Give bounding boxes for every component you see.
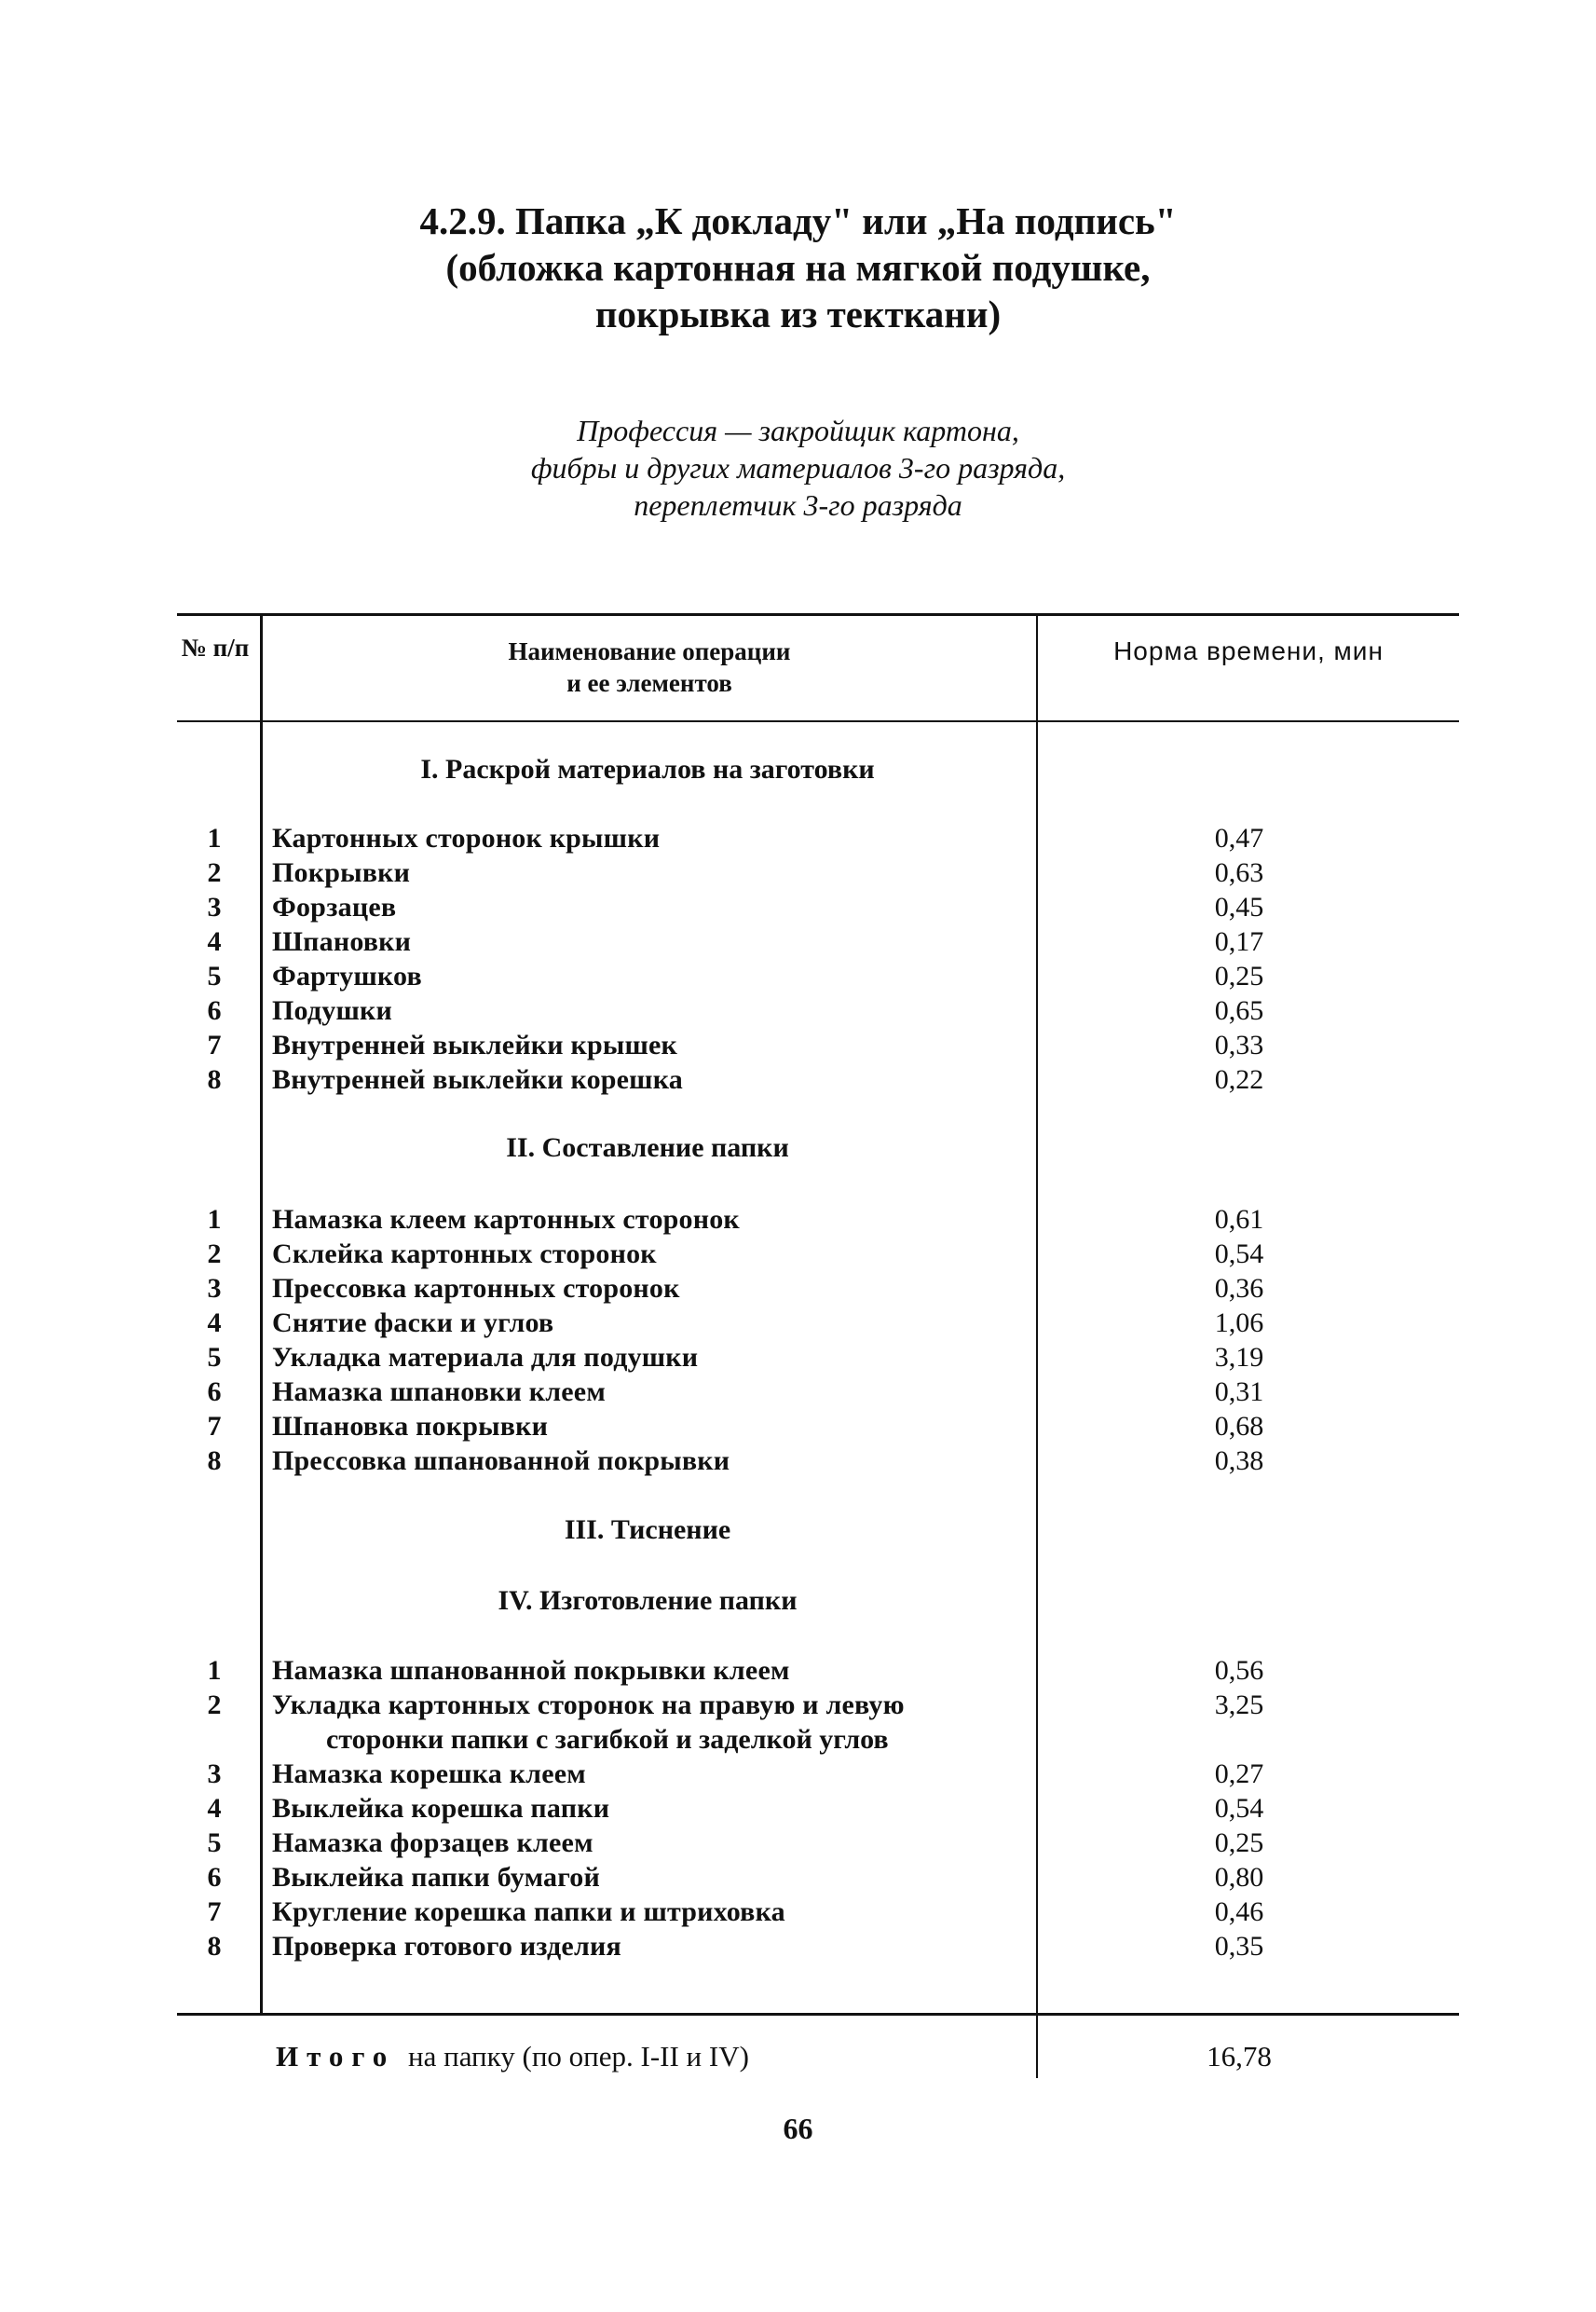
page-number: 66 <box>783 2112 813 2145</box>
table-row <box>0 1409 1596 1443</box>
row-operation: Шпановка покрывки <box>272 1411 549 1442</box>
table-row <box>0 1028 1596 1062</box>
row-time: 0,80 <box>1214 1862 1264 1893</box>
table-row <box>0 993 1596 1028</box>
table-header-rule <box>177 720 1459 722</box>
row-time: 0,25 <box>1214 1827 1264 1858</box>
row-operation: Укладка картонных сторонок на правую и левую <box>272 1690 905 1720</box>
table-top-rule <box>177 613 1459 616</box>
profession-line-2: фибры и других материалов 3-го разряда, <box>530 451 1066 485</box>
header-operation-line-1: Наименование операции <box>508 637 791 665</box>
header-num: № п/п <box>181 634 250 662</box>
title-line-3: покрывка из текткани) <box>594 293 1002 335</box>
table-row <box>0 1306 1596 1340</box>
table-row <box>0 1653 1596 1688</box>
row-time: 0,36 <box>1214 1273 1264 1304</box>
row-time: 3,25 <box>1214 1690 1264 1720</box>
row-operation: Картонных сторонок крышки <box>272 823 661 854</box>
row-number: 4 <box>207 926 222 957</box>
profession-line-3: переплетчик 3-го разряда <box>634 488 962 522</box>
row-time: 0,35 <box>1214 1931 1264 1962</box>
row-number: 2 <box>207 1690 222 1720</box>
table-row <box>0 1826 1596 1860</box>
row-number: 7 <box>207 1030 222 1060</box>
row-operation: Подушки <box>272 995 392 1026</box>
row-time: 0,22 <box>1214 1064 1264 1095</box>
table-row <box>0 1895 1596 1929</box>
row-number: 7 <box>207 1896 222 1927</box>
row-number: 1 <box>207 823 222 854</box>
title-line-1: 4.2.9. Папка „К докладу" или „На подпись" <box>419 199 1177 242</box>
row-time: 0,45 <box>1214 892 1264 923</box>
row-operation: Внутренней выклейки корешка <box>272 1064 683 1095</box>
section-title: I. Раскрой материалов на заготовки <box>420 754 875 785</box>
row-time: 0,47 <box>1214 823 1264 854</box>
profession-block <box>0 412 1596 524</box>
row-operation-continuation: сторонки папки с загибкой и заделкой углов <box>326 1724 889 1755</box>
row-number: 4 <box>207 1793 222 1824</box>
table-row <box>0 1929 1596 1963</box>
table-row <box>0 821 1596 855</box>
row-operation: Форзацев <box>272 892 397 923</box>
total-value: 16,78 <box>1207 2040 1272 2073</box>
table-row <box>0 1237 1596 1271</box>
row-operation: Снятие фаски и углов <box>272 1307 554 1338</box>
table-row <box>0 959 1596 993</box>
row-operation: Шпановки <box>272 926 412 957</box>
profession-line-1: Профессия — закройщик картона, <box>577 414 1019 447</box>
table-row <box>0 1688 1596 1722</box>
row-number: 5 <box>207 1342 222 1373</box>
table-bottom-rule <box>177 2013 1459 2016</box>
table-row <box>0 924 1596 959</box>
row-number: 5 <box>207 961 222 992</box>
row-operation: Фартушков <box>272 961 422 992</box>
row-operation: Покрывки <box>272 857 411 888</box>
header-time: Норма времени, мин <box>1113 636 1384 665</box>
row-number: 8 <box>207 1064 222 1095</box>
row-time: 3,19 <box>1214 1342 1264 1373</box>
row-number: 2 <box>207 1238 222 1269</box>
row-time: 0,68 <box>1214 1411 1264 1442</box>
total-label <box>276 2037 1021 2076</box>
row-operation: Укладка материала для подушки <box>272 1342 699 1373</box>
document-title <box>0 198 1596 337</box>
row-operation: Прессовка картонных сторонок <box>272 1273 680 1304</box>
table-row <box>0 1375 1596 1409</box>
row-number: 1 <box>207 1204 222 1235</box>
row-time: 0,56 <box>1214 1655 1264 1686</box>
row-number: 1 <box>207 1655 222 1686</box>
table-row <box>0 890 1596 924</box>
row-number: 6 <box>207 1862 222 1893</box>
row-operation: Кругление корешка папки и штриховка <box>272 1896 785 1927</box>
row-time: 0,46 <box>1214 1896 1264 1927</box>
row-operation: Выклейка корешка папки <box>272 1793 610 1824</box>
section-title: III. Тиснение <box>564 1514 731 1545</box>
row-operation: Намазка клеем картонных сторонок <box>272 1204 740 1235</box>
row-time: 0,61 <box>1214 1204 1264 1235</box>
table-row <box>0 1791 1596 1826</box>
row-number: 7 <box>207 1411 222 1442</box>
row-operation: Прессовка шпанованной покрывки <box>272 1445 730 1476</box>
header-operation-line-2: и ее элементов <box>566 669 732 697</box>
title-line-2: (обложка картонная на мягкой подушке, <box>445 246 1151 289</box>
row-number: 8 <box>207 1445 222 1476</box>
row-operation: Намазка форзацев клеем <box>272 1827 593 1858</box>
row-operation: Внутренней выклейки крышек <box>272 1030 677 1060</box>
row-number: 8 <box>207 1931 222 1962</box>
row-number: 2 <box>207 857 222 888</box>
row-time: 0,27 <box>1214 1758 1264 1789</box>
table-row <box>0 1202 1596 1237</box>
row-time: 0,54 <box>1214 1793 1264 1824</box>
row-number: 5 <box>207 1827 222 1858</box>
table-row <box>0 1340 1596 1375</box>
table-row <box>0 1271 1596 1306</box>
row-number: 6 <box>207 1376 222 1407</box>
row-number: 3 <box>207 1273 222 1304</box>
row-operation: Намазка шпановки клеем <box>272 1376 606 1407</box>
table-row <box>0 1860 1596 1895</box>
row-time: 0,17 <box>1214 926 1264 957</box>
table-row <box>0 855 1596 890</box>
row-operation: Проверка готового изделия <box>272 1931 621 1962</box>
row-number: 3 <box>207 892 222 923</box>
row-operation: Склейка картонных сторонок <box>272 1238 657 1269</box>
row-time: 0,54 <box>1214 1238 1264 1269</box>
table-row <box>0 1062 1596 1097</box>
row-operation: Намазка корешка клеем <box>272 1758 586 1789</box>
section-title: II. Составление папки <box>506 1132 789 1163</box>
row-time: 0,25 <box>1214 961 1264 992</box>
row-time: 0,31 <box>1214 1376 1264 1407</box>
total-label-spaced: Итого <box>276 2040 396 2073</box>
row-time: 0,33 <box>1214 1030 1264 1060</box>
total-label-rest: на папку (по опер. I-II и IV) <box>408 2040 749 2073</box>
row-time: 0,38 <box>1214 1445 1264 1476</box>
row-operation: Выклейка папки бумагой <box>272 1862 600 1893</box>
row-number: 3 <box>207 1758 222 1789</box>
row-time: 1,06 <box>1214 1307 1264 1338</box>
row-number: 4 <box>207 1307 222 1338</box>
table-row <box>0 1757 1596 1791</box>
table-row <box>0 1443 1596 1478</box>
row-time: 0,65 <box>1214 995 1264 1026</box>
row-number: 6 <box>207 995 222 1026</box>
row-time: 0,63 <box>1214 857 1264 888</box>
row-operation: Намазка шпанованной покрывки клеем <box>272 1655 790 1686</box>
section-title: IV. Изготовление папки <box>498 1585 798 1616</box>
